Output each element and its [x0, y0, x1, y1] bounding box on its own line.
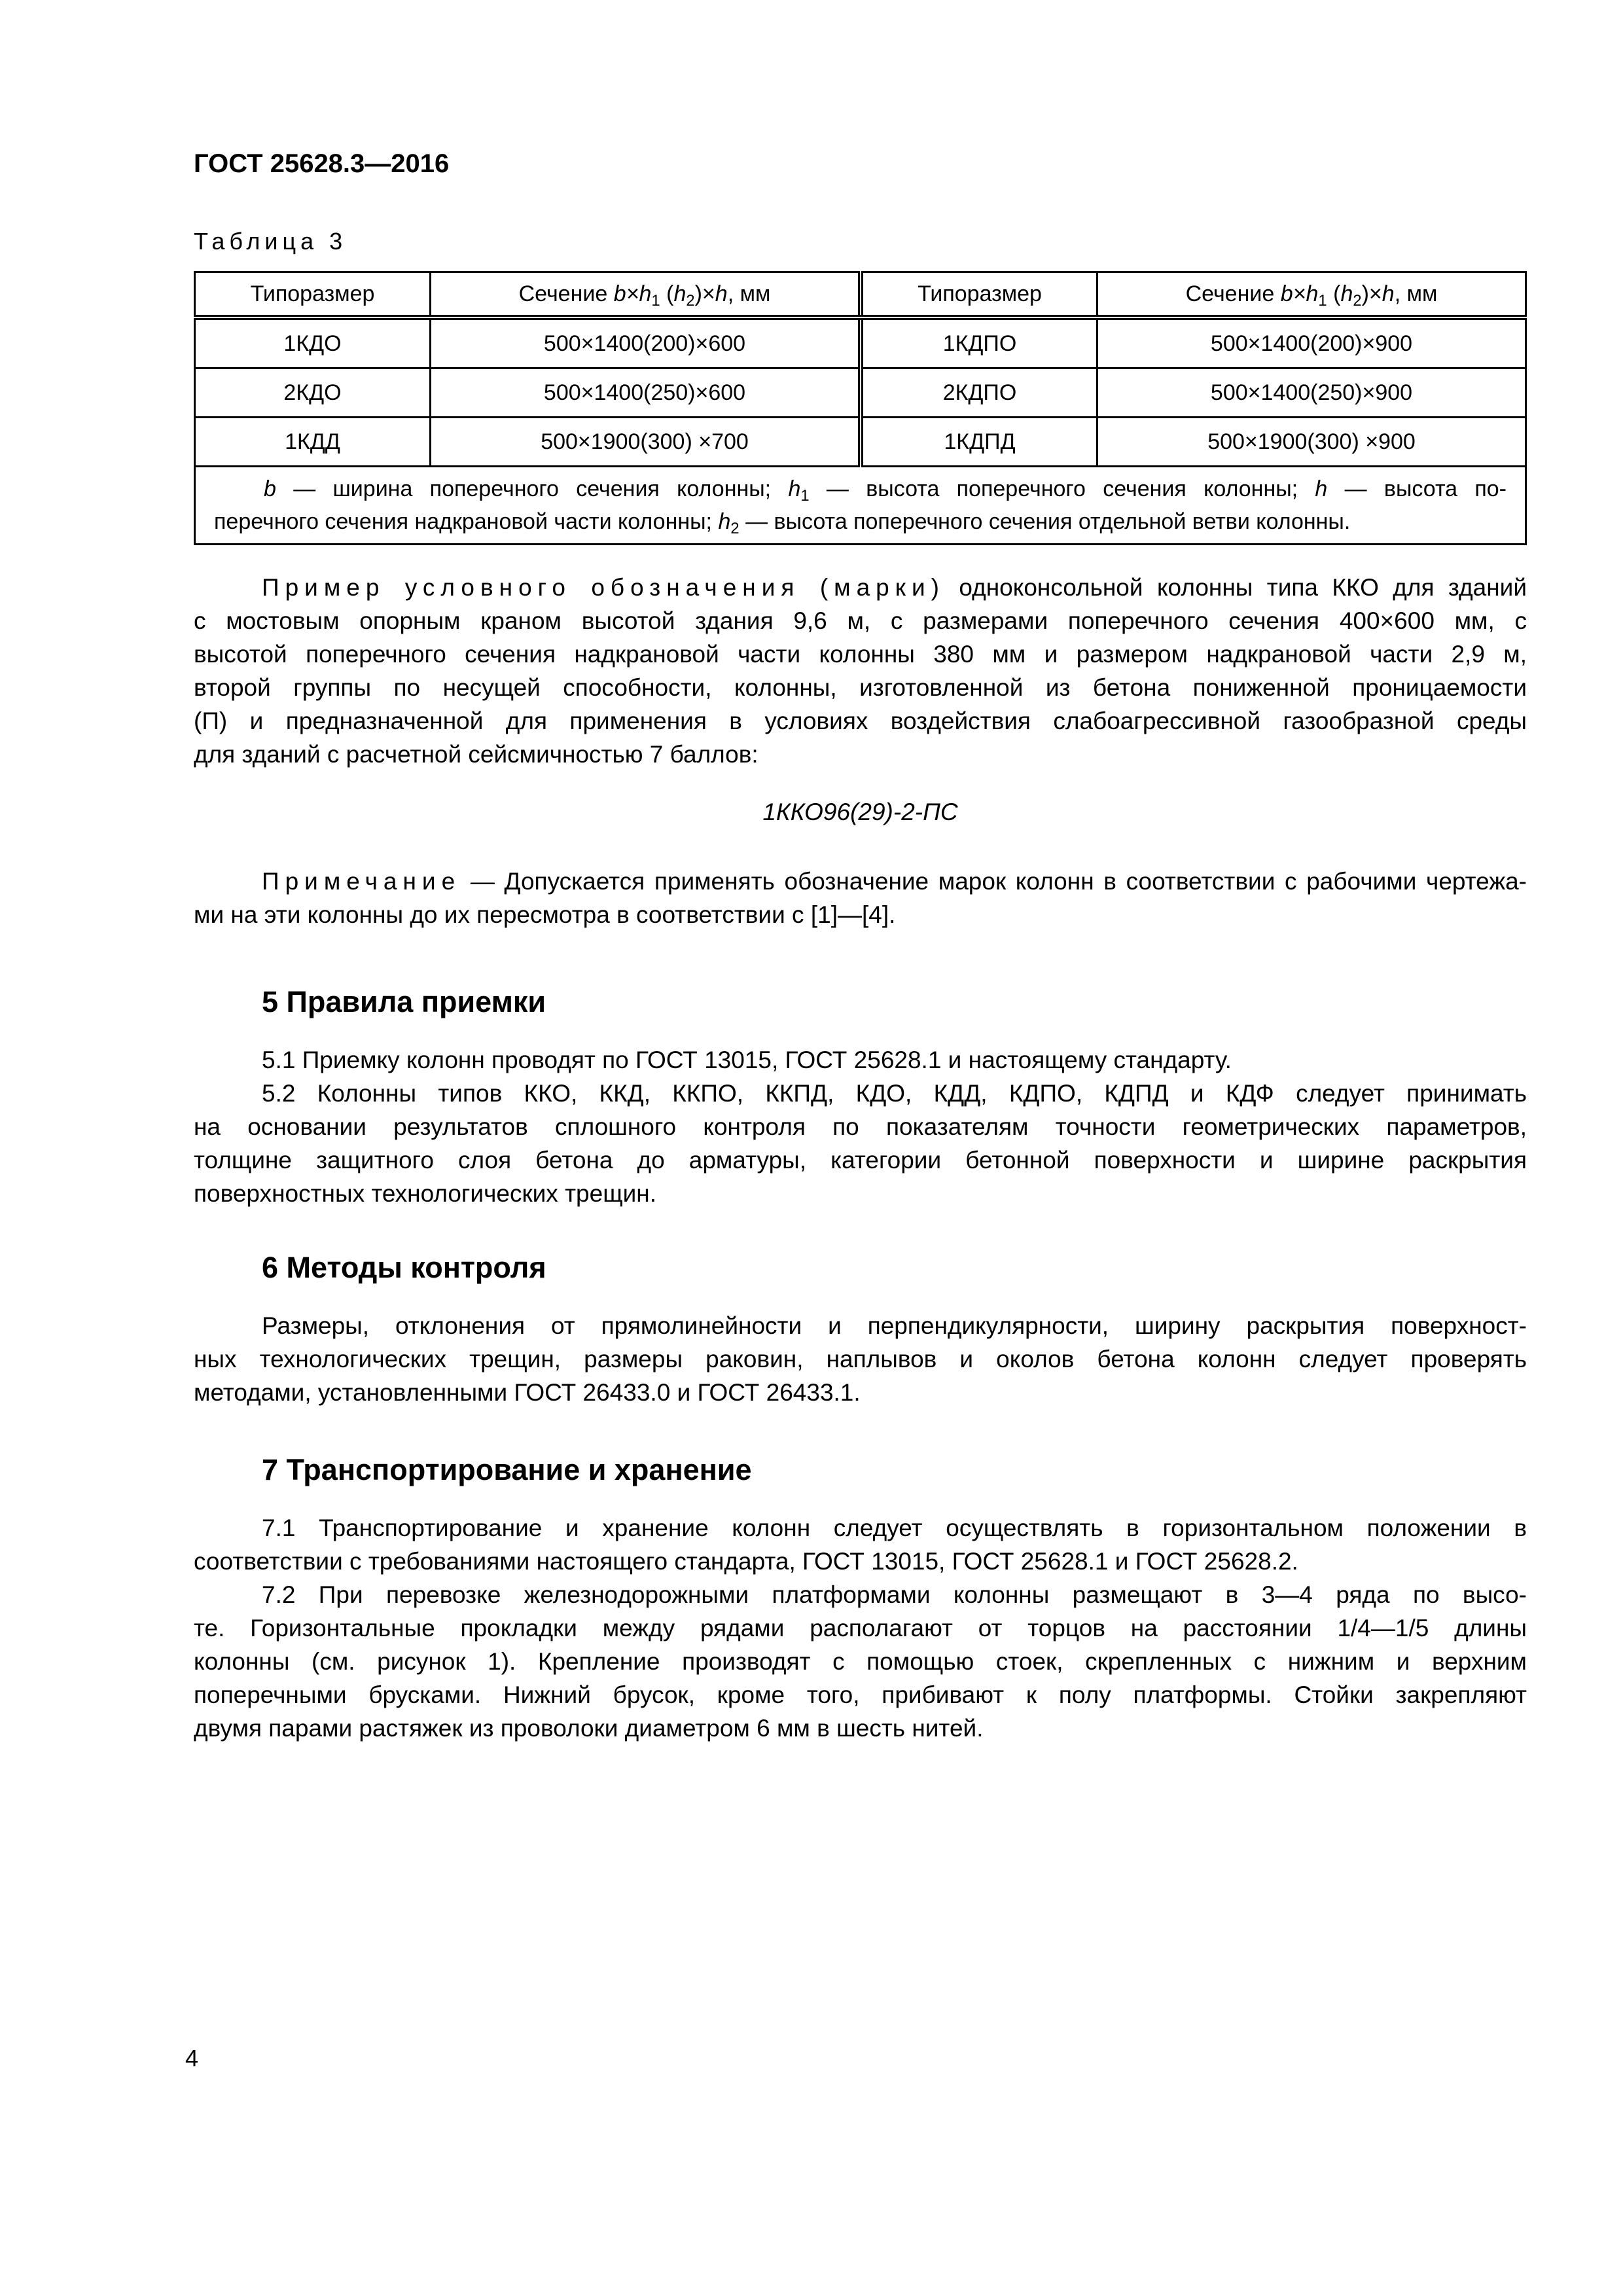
sub: 1 [651, 291, 660, 310]
label: )× [694, 281, 715, 306]
section-7-heading: 7 Транспортирование и хранение [262, 1453, 752, 1486]
cell: 2КДПО [861, 368, 1097, 418]
text: — высота по- [1327, 476, 1507, 501]
label: ( [660, 281, 674, 306]
example-paragraph [194, 571, 1527, 771]
line: Размеры, отклонения от прямолинейности и перпендикулярности, ширину раскрытия поверхност- [262, 1312, 1527, 1339]
line: 5.1 Приемку колонн проводят по ГОСТ 13015, ГОСТ 25628.1 и настоящему стандарту. [262, 1047, 1232, 1073]
cell: 2КДО [195, 368, 431, 418]
section-5-body [194, 1043, 1527, 1210]
var: b×h [1280, 281, 1319, 306]
table-note-row [195, 467, 1526, 545]
table-note [195, 467, 1526, 545]
cell: 500×1400(200)×600 [431, 317, 861, 368]
line: поверхностных технологических трещин. [194, 1180, 657, 1207]
cell: 500×1400(250)×900 [1097, 368, 1526, 418]
cell: 500×1400(200)×900 [1097, 317, 1526, 368]
cell: 1КДД [195, 418, 431, 467]
sub: 1 [1318, 291, 1327, 310]
sub: 2 [1353, 291, 1362, 310]
col-header-section [431, 272, 861, 318]
line: соответствии с требованиями настоящего стандарта, ГОСТ 13015, ГОСТ 25628.1 и ГОСТ 25628.2. [194, 1548, 1298, 1575]
cell: 1КДО [195, 317, 431, 368]
line: на основании результатов сплошного контроля по показателям точности геометрических параметров, [194, 1113, 1527, 1140]
section-5-heading: 5 Правила приемки [262, 985, 546, 1018]
cell: 500×1900(300) ×700 [431, 418, 861, 467]
note-line [214, 473, 1507, 505]
label: Сечение [1185, 281, 1281, 306]
var: b [264, 476, 276, 501]
label: , мм [727, 281, 771, 306]
label: Сечение [518, 281, 614, 306]
text: одноконсольной колонны типа ККО для зданий [944, 574, 1527, 601]
cell: 1КДПО [861, 317, 1097, 368]
sub: 2 [730, 520, 740, 538]
line: поперечными брусками. Нижний брусок, кроме того, прибивают к полу платформы. Стойки закрепляют [194, 1681, 1527, 1708]
line: высотой поперечного сечения надкрановой части колонны 380 мм и размером надкрановой части 2,9 м, [194, 641, 1527, 668]
text: перечного сечения надкрановой части колонны; [214, 509, 719, 534]
section-6-body [194, 1309, 1527, 1409]
line: с мостовым опорным краном высотой здания 9,6 м, с размерами поперечного сечения 400×600 мм, с [194, 607, 1527, 634]
line: ми на эти колонны до их пересмотра в соответствии с [1]—[4]. [194, 901, 896, 928]
table-row [195, 317, 1526, 368]
text: — ширина поперечного сечения колонны; [276, 476, 789, 501]
section-6-heading: 6 Методы контроля [262, 1251, 546, 1284]
document-header: ГОСТ 25628.3—2016 [194, 149, 450, 178]
var: h [1382, 281, 1395, 306]
label: , мм [1394, 281, 1438, 306]
table-caption: Таблица 3 [194, 228, 348, 255]
line: методами, установленными ГОСТ 26433.0 и ГОСТ 26433.1. [194, 1379, 861, 1406]
line: толщине защитного слоя бетона до арматуры, категории бетонной поверхности и ширине раскрытия [194, 1147, 1527, 1174]
sub: 2 [686, 291, 695, 310]
var: h [718, 509, 731, 534]
col-header-section-2 [1097, 272, 1526, 318]
var: h [715, 281, 728, 306]
line: 7.2 При перевозке железнодорожными платформами колонны размещают в 3—4 ряда по высо- [262, 1581, 1527, 1608]
col-header-size: Типоразмер [195, 272, 431, 318]
cell: 1КДПД [861, 418, 1097, 467]
label: ( [1327, 281, 1341, 306]
line: 7.1 Транспортирование и хранение колонн следует осуществлять в горизонтальном положении в [262, 1515, 1527, 1541]
col-header-size-2: Типоразмер [861, 272, 1097, 318]
table-row [195, 368, 1526, 418]
table-row [195, 418, 1526, 467]
var: h [788, 476, 801, 501]
line: второй группы по несущей способности, колонны, изготовленной из бетона пониженной проницаемости [194, 674, 1527, 701]
var: b×h [613, 281, 652, 306]
note-paragraph [194, 865, 1527, 931]
text: — Допускается применять обозначение марок колонн в соответствии с рабочими чертежа- [461, 868, 1527, 895]
designation-formula: 1ККО96(29)-2-ПС [762, 798, 958, 825]
line: те. Горизонтальные прокладки между рядами располагают от торцов на расстоянии 1/4—1/5 длины [194, 1615, 1527, 1641]
note-line [214, 505, 1507, 538]
line: двумя парами растяжек из проволоки диаметром 6 мм в шесть нитей. [194, 1715, 984, 1742]
var: h [1340, 281, 1353, 306]
label: )× [1361, 281, 1382, 306]
var: h [1315, 476, 1328, 501]
line: для зданий с расчетной сейсмичностью 7 баллов: [194, 741, 758, 768]
section-7-body [194, 1511, 1527, 1745]
spaced-lead: Пример условного обозначения (марки) [262, 574, 945, 601]
line: колонны (см. рисунок 1). Крепление производят с помощью стоек, скрепленных с нижним и верхним [194, 1648, 1527, 1675]
line: 5.2 Колонны типов ККО, ККД, ККПО, ККПД, КДО, КДД, КДПО, КДПД и КДФ следует принимать [262, 1080, 1527, 1107]
var: h [673, 281, 687, 306]
sub: 1 [800, 487, 810, 505]
text: — высота поперечного сечения колонны; [809, 476, 1315, 501]
spaced-lead: Примечание [262, 868, 461, 895]
line [194, 571, 1527, 604]
table-header-row [195, 272, 1526, 318]
line [194, 865, 1527, 898]
cell: 500×1900(300) ×900 [1097, 418, 1526, 467]
text: — высота поперечного сечения отдельной ветви колонны. [739, 509, 1351, 534]
line: ных технологических трещин, размеры раковин, наплывов и околов бетона колонн следует проверять [194, 1346, 1527, 1372]
page-number: 4 [185, 2045, 199, 2072]
table-3 [194, 271, 1527, 545]
line: (П) и предназначенной для применения в условиях воздействия слабоагрессивной газообразной среды [194, 708, 1527, 734]
cell: 500×1400(250)×600 [431, 368, 861, 418]
